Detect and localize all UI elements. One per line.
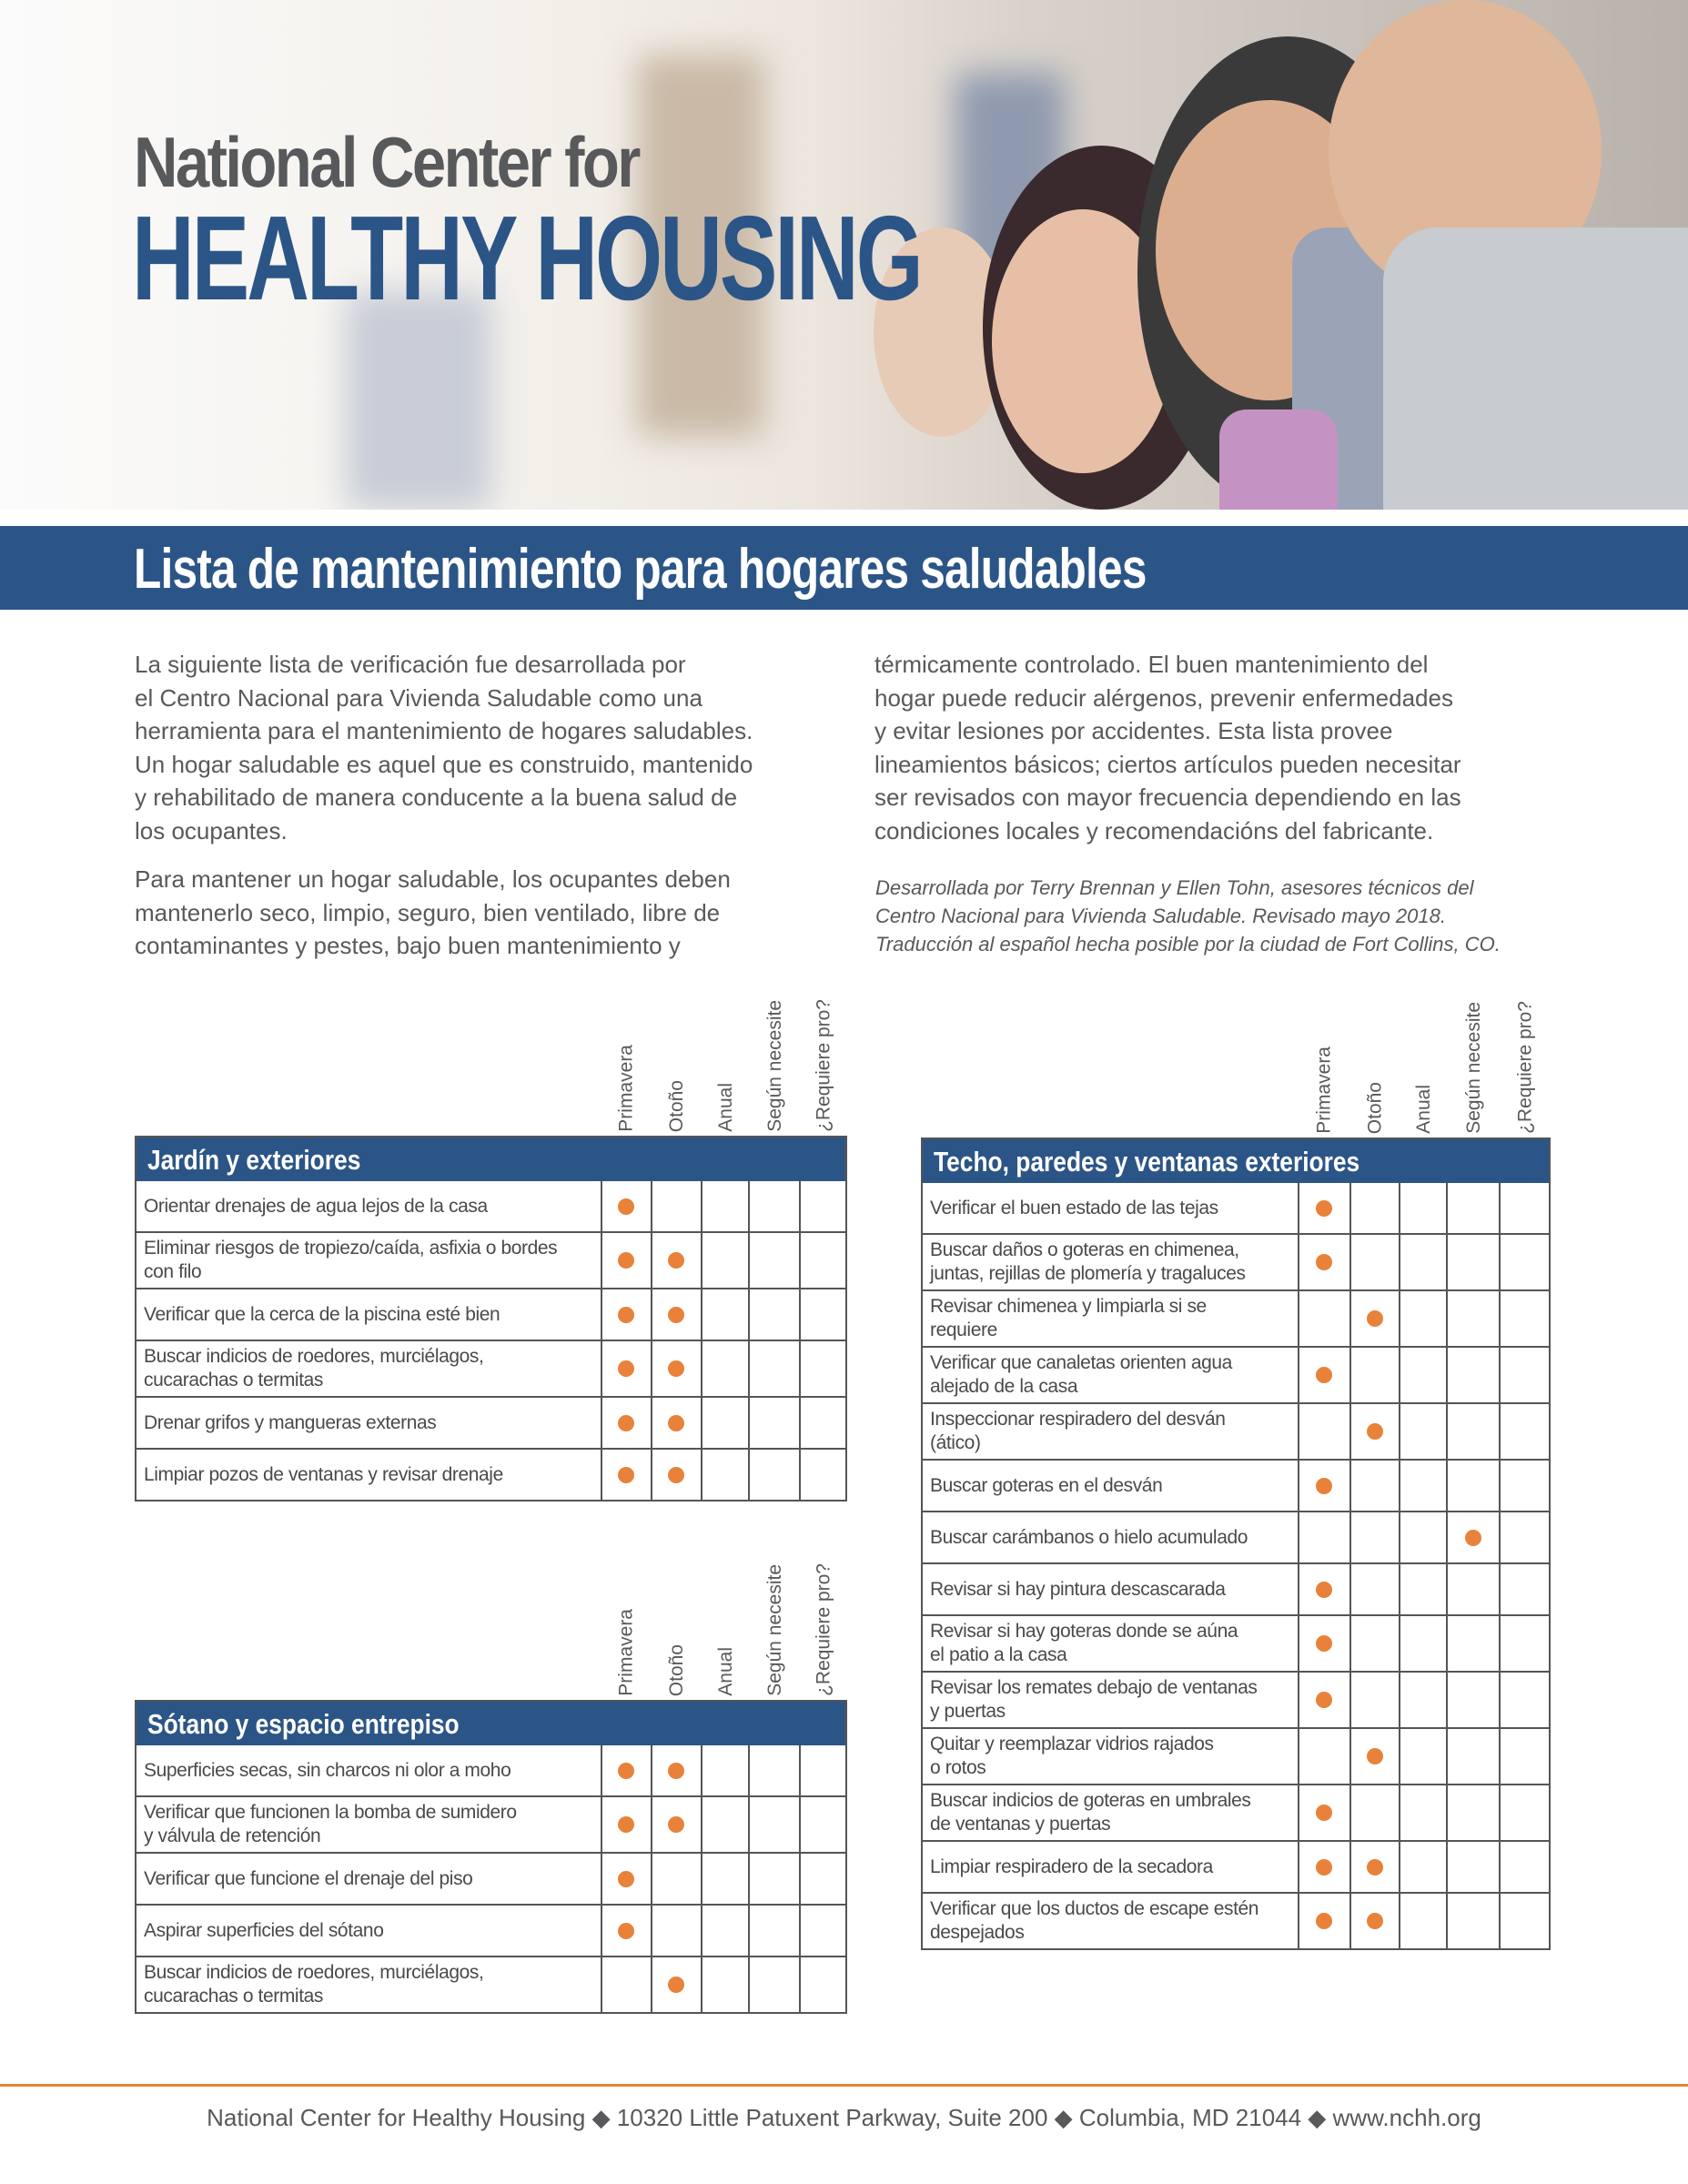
check-cell (1446, 1512, 1499, 1562)
check-cell (651, 1906, 702, 1956)
dot-mark-icon (668, 1467, 684, 1483)
column-header: Según necesite (1463, 1002, 1484, 1134)
check-cell (1298, 1461, 1349, 1511)
task-label: Aspirar superficies del sótano (144, 1919, 384, 1941)
check-cell (1349, 1512, 1400, 1562)
check-cell (601, 1181, 651, 1231)
section-title-text: Techo, paredes y ventanas exteriores (934, 1146, 1360, 1178)
check-cell (1446, 1894, 1499, 1948)
check-cell (701, 1854, 748, 1904)
dot-mark-icon (618, 1252, 634, 1269)
check-cell (701, 1906, 748, 1956)
table-row (135, 1341, 847, 1398)
check-cell (748, 1233, 799, 1288)
task-label: Verificar que canaletas orienten agua alejado de la casa (930, 1352, 1232, 1397)
check-cell (748, 1341, 799, 1396)
table-row (921, 1512, 1551, 1564)
column-header: Otoño (666, 1079, 687, 1132)
column-headers (135, 1559, 847, 1700)
table-row (135, 1398, 847, 1450)
check-cell (651, 1854, 702, 1904)
column-header: Anual (1413, 1085, 1434, 1134)
table-row (135, 1181, 847, 1233)
check-cell (1446, 1183, 1499, 1233)
check-cell (651, 1450, 702, 1500)
task-label: Buscar daños o goteras en chimenea, juntas, rejillas de plomería y tragaluces (930, 1239, 1246, 1284)
dot-mark-icon (1316, 1254, 1332, 1270)
check-cell (701, 1181, 748, 1231)
column-header: ¿Requiere pro? (813, 1563, 834, 1696)
check-cell (601, 1957, 651, 2012)
check-cell (601, 1797, 651, 1852)
check-cell (1399, 1404, 1446, 1459)
task-label: Buscar indicios de roedores, murciélagos, cucarachas o termitas (144, 1346, 484, 1390)
check-cell (748, 1745, 799, 1795)
dot-mark-icon (1316, 1805, 1332, 1821)
check-cell (748, 1797, 799, 1852)
check-cell (1399, 1348, 1446, 1402)
task-label: Revisar los remates debajo de ventanas y puertas (930, 1677, 1258, 1722)
check-cell (1499, 1461, 1549, 1511)
table-row (921, 1842, 1551, 1894)
dot-mark-icon (618, 1198, 634, 1215)
check-cell (748, 1289, 799, 1340)
check-cell (799, 1854, 845, 1904)
column-header: Primavera (1313, 1046, 1335, 1134)
check-cell (1446, 1404, 1499, 1459)
dot-mark-icon (1316, 1478, 1332, 1494)
table-row (135, 1957, 847, 2014)
check-cell (1349, 1404, 1400, 1459)
check-cell (651, 1398, 702, 1448)
check-cell (1399, 1291, 1446, 1346)
table-row (921, 1894, 1551, 1950)
check-cell (1298, 1729, 1349, 1784)
dot-mark-icon (1316, 1200, 1332, 1217)
check-cell (701, 1797, 748, 1852)
check-cell (1349, 1842, 1400, 1892)
dot-mark-icon (618, 1467, 634, 1483)
task-label: Buscar indicios de roedores, murciélagos, cucarachas o termitas (144, 1962, 484, 2007)
table-row (921, 1673, 1551, 1729)
check-cell (799, 1289, 845, 1340)
section-title-text: Sótano y espacio entrepiso (147, 1708, 460, 1740)
check-cell (601, 1233, 651, 1288)
column-header: Otoño (1364, 1081, 1386, 1134)
column-header: Primavera (615, 1045, 637, 1132)
table-row (135, 1450, 847, 1502)
hero-photo (0, 0, 1688, 510)
check-cell (748, 1854, 799, 1904)
logo-line2: HEALTHY HOUSING (132, 191, 921, 325)
check-cell (748, 1906, 799, 1956)
check-cell (1349, 1235, 1400, 1289)
check-cell (1349, 1183, 1400, 1233)
check-cell (1298, 1512, 1349, 1562)
check-cell (1349, 1894, 1400, 1948)
table-row (135, 1906, 847, 1957)
task-label: Verificar que funcione el drenaje del piso (144, 1867, 473, 1889)
dot-mark-icon (1367, 1913, 1383, 1929)
check-cell (1349, 1673, 1400, 1727)
table-row (921, 1348, 1551, 1404)
check-cell (1446, 1673, 1499, 1727)
check-cell (1349, 1291, 1400, 1346)
dot-mark-icon (668, 1415, 684, 1431)
check-cell (1298, 1564, 1349, 1614)
check-cell (651, 1341, 702, 1396)
dot-mark-icon (668, 1763, 684, 1779)
column-header: Anual (715, 1647, 736, 1696)
check-cell (799, 1745, 845, 1795)
dot-mark-icon (668, 1360, 684, 1377)
check-cell (1499, 1183, 1549, 1233)
table-row (135, 1854, 847, 1906)
check-cell (748, 1398, 799, 1448)
column-header: Primavera (615, 1609, 637, 1696)
check-cell (1499, 1564, 1549, 1614)
dot-mark-icon (618, 1763, 634, 1779)
check-cell (651, 1957, 702, 2012)
dot-mark-icon (668, 1816, 684, 1833)
check-cell (1349, 1785, 1400, 1840)
check-cell (651, 1181, 702, 1231)
check-cell (1446, 1461, 1499, 1511)
dot-mark-icon (1316, 1635, 1332, 1652)
section-title (135, 1136, 847, 1181)
check-cell (1298, 1291, 1349, 1346)
footer-divider (0, 2084, 1688, 2087)
check-cell (1499, 1673, 1549, 1727)
table-row (135, 1745, 847, 1797)
section-title (921, 1138, 1551, 1183)
dot-mark-icon (1367, 1859, 1383, 1876)
table-row (921, 1404, 1551, 1461)
task-label: Drenar grifos y mangueras externas (144, 1411, 437, 1433)
column-header: Según necesite (764, 1000, 785, 1132)
table-row (135, 1797, 847, 1854)
table-row (921, 1785, 1551, 1842)
check-cell (1446, 1785, 1499, 1840)
logo-line1: National Center for (134, 122, 639, 202)
check-cell (799, 1233, 845, 1288)
task-label: Verificar que los ductos de escape estén despejados (930, 1898, 1259, 1943)
check-cell (1446, 1729, 1499, 1784)
task-label: Verificar que funcionen la bomba de sumidero y válvula de retención (144, 1802, 517, 1846)
check-cell (1399, 1842, 1446, 1892)
check-cell (601, 1450, 651, 1500)
check-cell (1298, 1235, 1349, 1289)
check-cell (1399, 1616, 1446, 1671)
check-cell (1499, 1894, 1549, 1948)
check-cell (1499, 1291, 1549, 1346)
check-cell (1399, 1183, 1446, 1233)
check-cell (1499, 1729, 1549, 1784)
check-cell (601, 1341, 651, 1396)
check-cell (1446, 1616, 1499, 1671)
credit-text: Desarrollada por Terry Brennan y Ellen Tohn, asesores técnicos del Centro Nacional para Vivienda Saludable. Revisado mayo 2018. Traducción al español hecha posible por la ciudad de Fort Collins, CO. (875, 876, 1501, 956)
check-cell (1349, 1461, 1400, 1511)
dot-mark-icon (1367, 1310, 1383, 1327)
section-title (135, 1700, 847, 1745)
task-label: Revisar si hay goteras donde se aúna el patio a la casa (930, 1621, 1238, 1665)
dot-mark-icon (668, 1252, 684, 1269)
check-cell (601, 1398, 651, 1448)
dot-mark-icon (1316, 1367, 1332, 1383)
dot-mark-icon (1316, 1692, 1332, 1708)
check-cell (1446, 1564, 1499, 1614)
dot-mark-icon (1367, 1423, 1383, 1440)
check-cell (799, 1797, 845, 1852)
task-label: Superficies secas, sin charcos ni olor a moho (144, 1759, 511, 1781)
check-cell (1399, 1235, 1446, 1289)
check-cell (799, 1906, 845, 1956)
check-cell (748, 1181, 799, 1231)
table-row (921, 1729, 1551, 1785)
check-cell (1298, 1616, 1349, 1671)
check-cell (1446, 1235, 1499, 1289)
check-cell (1298, 1785, 1349, 1840)
dot-mark-icon (618, 1923, 634, 1939)
column-header: ¿Requiere pro? (1514, 1001, 1536, 1134)
table-row (921, 1461, 1551, 1512)
check-cell (1298, 1404, 1349, 1459)
table-row (921, 1564, 1551, 1616)
check-cell (799, 1957, 845, 2012)
check-cell (701, 1233, 748, 1288)
task-label: Limpiar respiradero de la secadora (930, 1855, 1213, 1877)
task-label: Orientar drenajes de agua lejos de la casa (144, 1195, 488, 1217)
dot-mark-icon (668, 1977, 684, 1993)
column-header: Otoño (666, 1643, 687, 1696)
check-cell (701, 1341, 748, 1396)
check-cell (701, 1398, 748, 1448)
task-label: Buscar carámbanos o hielo acumulado (930, 1526, 1248, 1548)
check-cell (1499, 1512, 1549, 1562)
check-cell (601, 1745, 651, 1795)
table-row (135, 1233, 847, 1289)
footer-address: National Center for Healthy Housing ◆ 10320 Little Patuxent Parkway, Suite 200 ◆ Columbia, MD 21044 ◆ www.nchh.org (207, 2104, 1481, 2131)
check-cell (1298, 1348, 1349, 1402)
check-cell (701, 1957, 748, 2012)
column-header: ¿Requiere pro? (813, 999, 834, 1132)
check-cell (1399, 1564, 1446, 1614)
dot-mark-icon (618, 1816, 634, 1833)
task-label: Quitar y reemplazar vidrios rajados o rotos (930, 1734, 1214, 1778)
check-cell (748, 1450, 799, 1500)
check-cell (1399, 1461, 1446, 1511)
task-label: Revisar chimenea y limpiarla si se requiere (930, 1296, 1207, 1340)
check-cell (1399, 1785, 1446, 1840)
column-headers (135, 995, 847, 1136)
check-cell (1399, 1512, 1446, 1562)
check-cell (701, 1450, 748, 1500)
check-cell (1349, 1729, 1400, 1784)
task-label: Verificar el buen estado de las tejas (930, 1197, 1218, 1218)
check-cell (1349, 1348, 1400, 1402)
column-header: Anual (715, 1083, 736, 1132)
dot-mark-icon (618, 1415, 634, 1431)
check-cell (651, 1233, 702, 1288)
task-label: Limpiar pozos de ventanas y revisar drenaje (144, 1463, 503, 1485)
table-sotano (135, 1559, 847, 2014)
table-row (921, 1616, 1551, 1673)
check-cell (1349, 1564, 1400, 1614)
task-label: Buscar indicios de goteras en umbrales de ventanas y puertas (930, 1790, 1251, 1835)
title-banner (0, 526, 1688, 610)
check-cell (799, 1398, 845, 1448)
check-cell (1499, 1348, 1549, 1402)
page-title: Lista de mantenimiento para hogares saludables (134, 538, 1147, 601)
check-cell (601, 1289, 651, 1340)
section-title-text: Jardín y exteriores (147, 1144, 361, 1176)
dot-mark-icon (1316, 1582, 1332, 1598)
check-cell (601, 1854, 651, 1904)
dot-mark-icon (1465, 1530, 1481, 1546)
table-row (921, 1291, 1551, 1348)
check-cell (1298, 1894, 1349, 1948)
table-techo (921, 996, 1551, 1950)
check-cell (1446, 1348, 1499, 1402)
check-cell (1298, 1842, 1349, 1892)
check-cell (1499, 1842, 1549, 1892)
table-jardin (135, 995, 847, 1502)
check-cell (701, 1289, 748, 1340)
check-cell (651, 1797, 702, 1852)
check-cell (651, 1745, 702, 1795)
task-label: Revisar si hay pintura descascarada (930, 1578, 1226, 1600)
check-cell (1499, 1235, 1549, 1289)
dot-mark-icon (668, 1307, 684, 1323)
check-cell (601, 1906, 651, 1956)
check-cell (701, 1745, 748, 1795)
check-cell (1499, 1404, 1549, 1459)
task-label: Buscar goteras en el desván (930, 1474, 1163, 1496)
check-cell (1399, 1673, 1446, 1727)
column-header: Según necesite (764, 1564, 785, 1696)
column-headers (921, 996, 1551, 1138)
task-label: Verificar que la cerca de la piscina esté bien (144, 1303, 500, 1325)
dot-mark-icon (1316, 1913, 1332, 1929)
intro-paragraph-1: La siguiente lista de verificación fue desarrollada por el Centro Nacional para Vivienda Saludable como una herramienta para el mantenimiento de hogares saludables. Un hogar saludable es aquel que es construido, mantenido y rehabilitado de manera conducente a la buena salud de los ocupantes. (135, 651, 753, 844)
table-row (921, 1183, 1551, 1235)
dot-mark-icon (618, 1871, 634, 1887)
intro-paragraph-2: Para mantener un hogar saludable, los ocupantes deben mantenerlo seco, limpio, seguro, bien ventilado, libre de contaminantes y pestes, bajo buen mantenimiento y (135, 865, 731, 959)
check-cell (1446, 1291, 1499, 1346)
dot-mark-icon (618, 1360, 634, 1377)
dot-mark-icon (618, 1307, 634, 1323)
dot-mark-icon (1316, 1859, 1332, 1876)
dot-mark-icon (1367, 1748, 1383, 1764)
check-cell (799, 1450, 845, 1500)
check-cell (651, 1289, 702, 1340)
check-cell (1349, 1616, 1400, 1671)
task-label: Inspeccionar respiradero del desván (ático) (930, 1409, 1226, 1453)
check-cell (1399, 1729, 1446, 1784)
table-row (135, 1289, 847, 1341)
check-cell (1399, 1894, 1446, 1948)
check-cell (1499, 1785, 1549, 1840)
check-cell (799, 1181, 845, 1231)
check-cell (1298, 1183, 1349, 1233)
intro-paragraph-3: térmicamente controlado. El buen mantenimiento del hogar puede reducir alérgenos, prevenir enfermedades y evitar lesiones por accidentes. Esta lista provee lineamientos básicos; ciertos artículos pueden necesitar ser revisados con mayor frecuencia dependiendo en las condiciones locales y recomendacións del fabricante. (874, 651, 1461, 844)
task-label: Eliminar riesgos de tropiezo/caída, asfixia o bordes con filo (144, 1238, 558, 1282)
check-cell (799, 1341, 845, 1396)
table-row (921, 1235, 1551, 1291)
check-cell (1446, 1842, 1499, 1892)
check-cell (1298, 1673, 1349, 1727)
check-cell (1499, 1616, 1549, 1671)
check-cell (748, 1957, 799, 2012)
